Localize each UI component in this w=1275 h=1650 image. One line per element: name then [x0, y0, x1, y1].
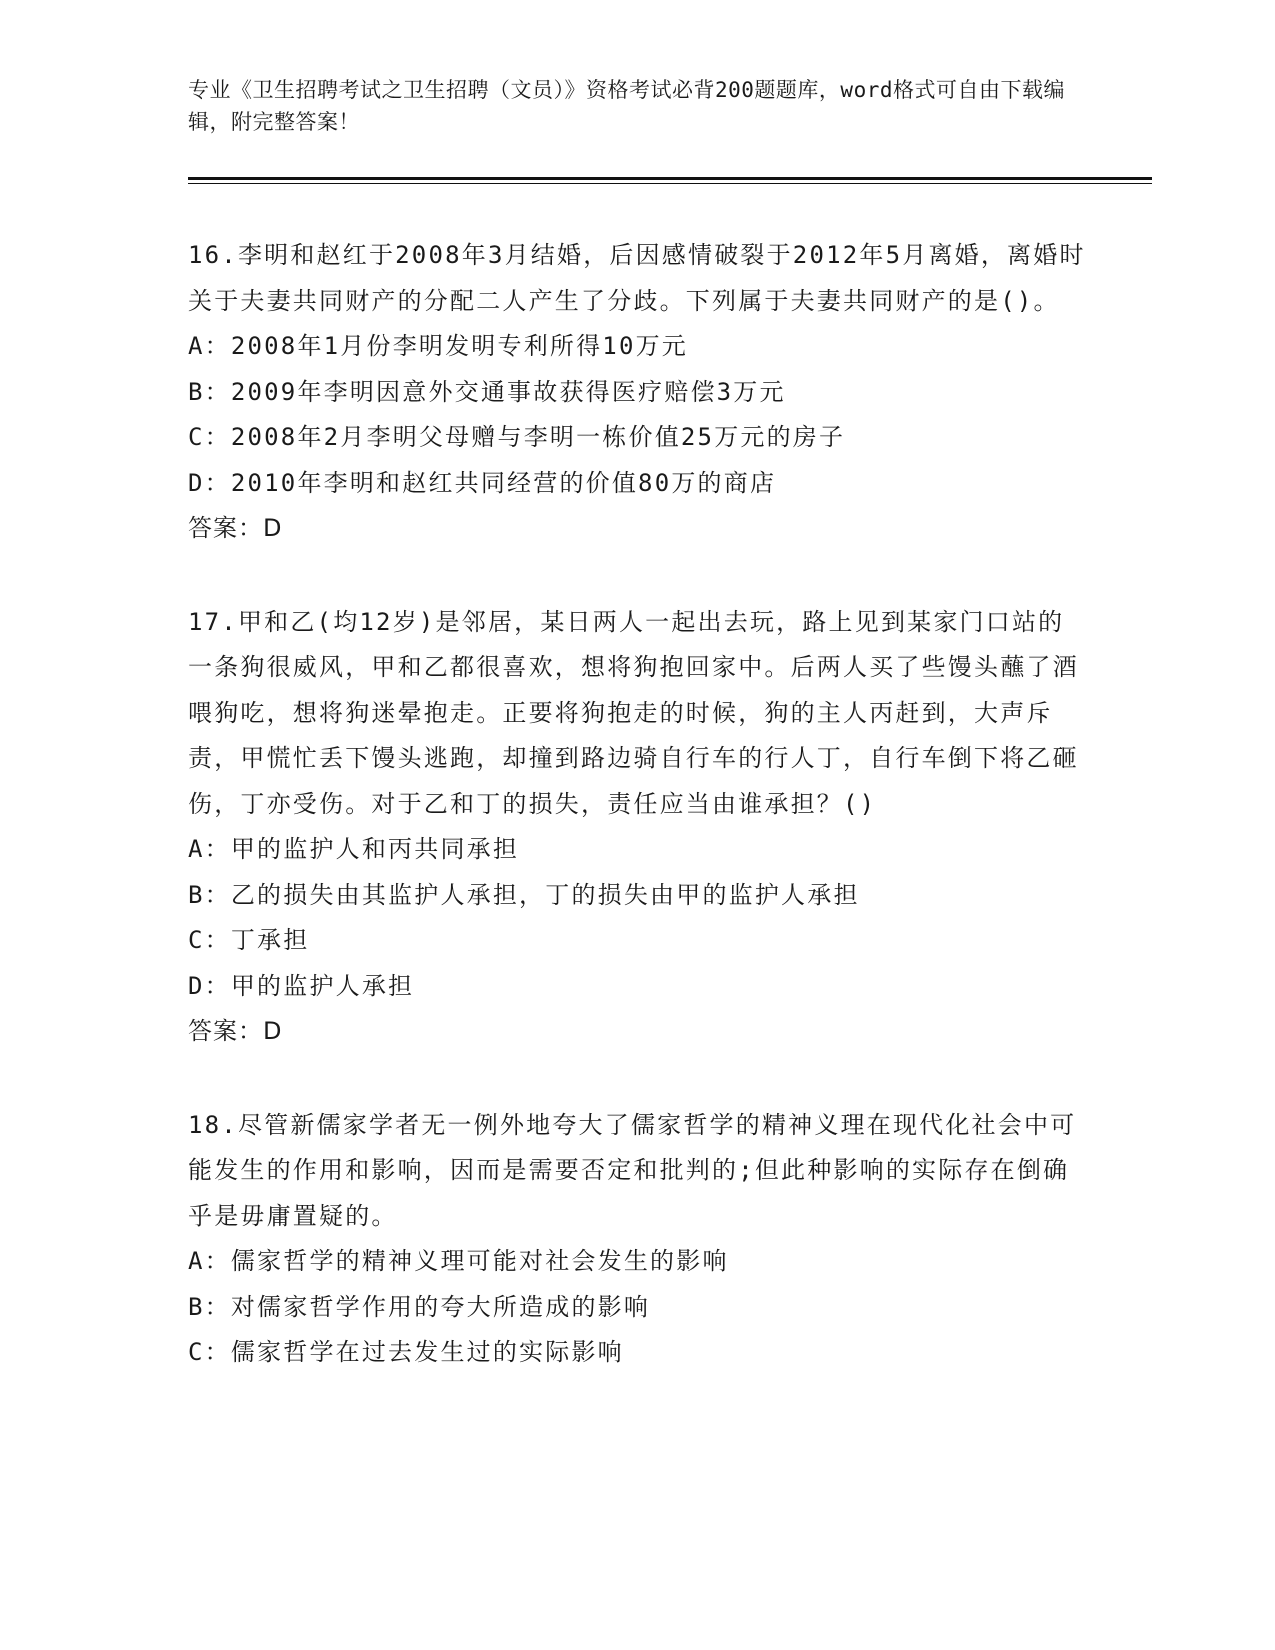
option-a: A：儒家哲学的精神义理可能对社会发生的影响 — [188, 1247, 729, 1275]
option-b: B：对儒家哲学作用的夸大所造成的影响 — [188, 1292, 651, 1321]
question-list — [188, 233, 1088, 1424]
option-b: B：乙的损失由其监护人承担，丁的损失由甲的监护人承担 — [188, 880, 860, 909]
header-divider-thin — [188, 183, 1152, 184]
question-stem: 17.甲和乙(均12岁)是邻居，某日两人一起出去玩，路上见到某家门口站的一条狗很威风，甲和乙都很喜欢，想将狗抱回家中。后两人买了些馒头蘸了酒喂狗吃，想将狗迷晕抱走。正要将狗抱走的时候，狗的主人丙赶到，大声斥责，甲慌忙丢下馒头逃跑，却撞到路边骑自行车的行人丁，自行车倒下将乙砸伤，丁亦受伤。对于乙和丁的损失，责任应当由谁承担？() — [188, 607, 1079, 818]
option-c: C：丁承担 — [188, 926, 310, 954]
header-divider-thick — [188, 177, 1152, 180]
question-18 — [188, 1103, 1088, 1376]
option-d: D：甲的监护人承担 — [188, 971, 415, 1000]
answer-line: 答案：D — [188, 1017, 283, 1045]
question-16 — [188, 233, 1088, 552]
option-a: A：甲的监护人和丙共同承担 — [188, 835, 520, 863]
option-b: B：2009年李明因意外交通事故获得医疗赔偿3万元 — [188, 377, 786, 406]
document-header: 专业《卫生招聘考试之卫生招聘（文员）》资格考试必背200题题库，word格式可自由下载编辑，附完整答案！ — [188, 78, 1065, 134]
option-c: C：儒家哲学在过去发生过的实际影响 — [188, 1338, 624, 1366]
question-stem: 16.李明和赵红于2008年3月结婚，后因感情破裂于2012年5月离婚，离婚时关于夫妻共同财产的分配二人产生了分歧。下列属于夫妻共同财产的是()。 — [188, 241, 1086, 315]
option-d: D：2010年李明和赵红共同经营的价值80万的商店 — [188, 468, 777, 497]
question-stem: 18.尽管新儒家学者无一例外地夸大了儒家哲学的精神义理在现代化社会中可能发生的作用和影响，因而是需要否定和批判的;但此种影响的实际存在倒确乎是毋庸置疑的。 — [188, 1110, 1077, 1230]
answer-line: 答案：D — [188, 514, 283, 542]
option-a: A：2008年1月份李明发明专利所得10万元 — [188, 332, 688, 360]
option-c: C：2008年2月李明父母赠与李明一栋价值25万元的房子 — [188, 423, 846, 451]
question-17 — [188, 600, 1088, 1055]
